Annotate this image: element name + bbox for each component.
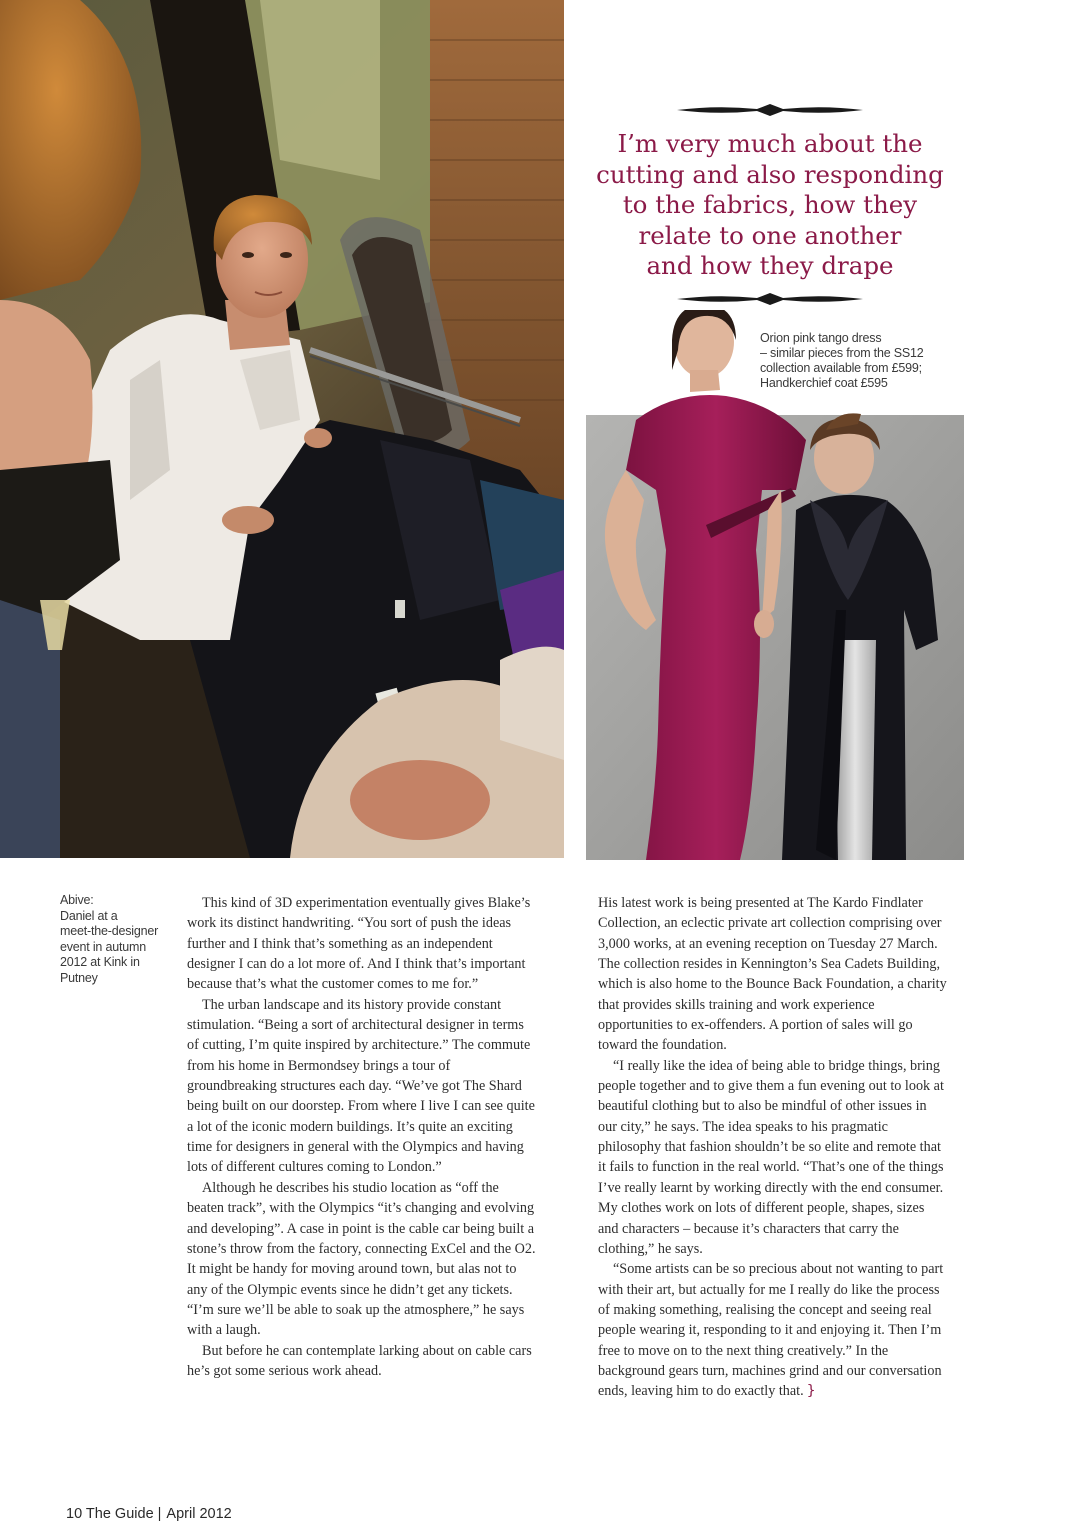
article-paragraph: Although he describes his studio location as “off the beaten track”, with the Olympics “it’s changing and evolving and developing”. A case in point is the cable car being built a stone’s throw from the factory, connecting ExCel and the O2. It might be handy for moving around town, but alas not to any of the Olympic events since he didn’t get any tickets. “I’m sure we’ll be able to soak up the atmosphere,” he says with a laugh. [187, 1179, 536, 1339]
article-column-1 [187, 893, 539, 1381]
publication-name: The Guide [85, 1506, 154, 1522]
article-paragraph: “I really like the idea of being able to bridge things, bring people together and to give them a fun evening out to look at beautiful clothing but to also be mindful of other issues in our city,” he says. The idea speaks to his pragmatic philosophy that fashion shouldn’t be so elite and remote that it fails to function in the real world. “That’s one of the things I’ve really learnt by working directly with the end consumer. My clothes work on lots of different people, shapes, sizes and characters – because it’s characters that carry the clothing,” he says. [598, 1057, 944, 1257]
article-paragraph-last [598, 1259, 948, 1401]
model-photo [586, 310, 964, 860]
article-paragraph: The urban landscape and its history provide constant stimulation. “Being a sort of architectural designer in terms of cutting, I’m quite inspired by architecture.” The commute from his home in Bermondsey brings a tour of groundbreaking structures each day. “We’ve got The Shard being built on our doorstep. From where I live I can see quite a lot of the iconic modern buildings. It’s quite an exciting time for designers in general with the Olympics and having lots of different cultures coming to London.” [187, 996, 535, 1176]
ornament-divider-bottom [677, 292, 863, 306]
footer-separator: | [157, 1506, 162, 1522]
article-paragraph: But before he can contemplate larking about on cable cars he’s got some serious work ahead. [187, 1342, 532, 1379]
page-number: 10 [66, 1506, 83, 1522]
article-column-2 [598, 893, 948, 1402]
page-footer [66, 1506, 232, 1522]
model-photo-caption: Orion pink tango dress – similar pieces from the SS12 collection available from £599; Handkerchief coat £595 [760, 331, 924, 390]
article-paragraph-text: “Some artists can be so precious about not wanting to part with their art, but actually for me I really do like the process of making something, realising the concept and seeing real people wearing it, responding to it and enjoying it. Then I’m free to move on to the next thing creatively.” In the background gears turn, machines grind and our conversation ends, leaving him to do exactly that. [598, 1261, 944, 1400]
article-paragraph: His latest work is being presented at The Kardo Findlater Collection, an eclectic private art collection comprising over 3,000 works, at an evening reception on Tuesday 27 March. The collection resides in Kennington’s Sea Cadets Building, which is also home to the Bounce Back Foundation, a charity that provides skills training and work experience opportunities to ex-offenders. A portion of sales will go toward the foundation. [598, 895, 947, 1054]
end-mark-icon: } [806, 1383, 816, 1400]
pull-quote-text: I’m very much about the cutting and also responding to the fabrics, how they relate to one another and how they drape [596, 129, 944, 280]
ornament-divider-top [677, 103, 863, 117]
issue-date: April 2012 [166, 1506, 232, 1522]
article-paragraph: This kind of 3D experimentation eventually gives Blake’s work its distinct handwriting. “You sort of push the ideas further and I think that’s something as an independent designer I can do a lot more of. And I think that’s important because that’s what the customer comes to me for.” [187, 895, 531, 993]
designer-photo [0, 0, 564, 858]
pull-quote [590, 103, 950, 306]
designer-photo-caption: Abive: Daniel at a meet-the-designer event in autumn 2012 at Kink in Putney [60, 893, 159, 985]
